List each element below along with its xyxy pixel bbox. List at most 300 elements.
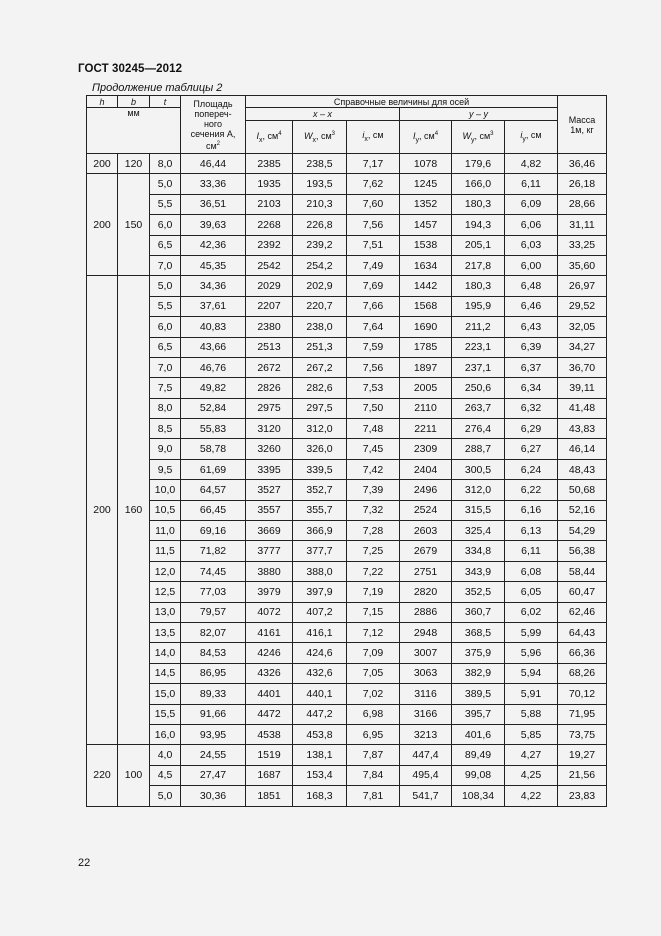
rx-cell: 7,45 bbox=[347, 439, 400, 459]
rx-cell: 7,02 bbox=[347, 684, 400, 704]
header-mass bbox=[558, 96, 607, 154]
table-row bbox=[87, 561, 607, 581]
mass-cell: 32,05 bbox=[558, 317, 607, 337]
wy-cell: 108,34 bbox=[452, 786, 505, 806]
area-cell: 49,82 bbox=[181, 378, 246, 398]
table-row bbox=[87, 276, 607, 296]
h-cell: 200 bbox=[87, 276, 118, 745]
rx-cell: 7,17 bbox=[347, 154, 400, 174]
header-area-line2: попереч- bbox=[194, 108, 232, 119]
wy-cell: 217,8 bbox=[452, 255, 505, 275]
iy-cell: 447,4 bbox=[400, 745, 452, 765]
table-row bbox=[87, 255, 607, 275]
wx-cell: 282,6 bbox=[293, 378, 347, 398]
ix-cell: 4072 bbox=[246, 602, 293, 622]
iy-cell: 1457 bbox=[400, 215, 452, 235]
wy-cell: 375,9 bbox=[452, 643, 505, 663]
ry-cell: 6,29 bbox=[505, 419, 558, 439]
wy-cell: 382,9 bbox=[452, 663, 505, 683]
iy-cell: 2886 bbox=[400, 602, 452, 622]
table-row bbox=[87, 643, 607, 663]
profile-table bbox=[86, 95, 607, 807]
iy-cell: 2211 bbox=[400, 419, 452, 439]
table-row bbox=[87, 235, 607, 255]
thickness-cell: 5,5 bbox=[150, 296, 181, 316]
area-cell: 74,45 bbox=[181, 561, 246, 581]
table-row bbox=[87, 378, 607, 398]
header-area-line1: Площадь bbox=[193, 98, 233, 109]
ix-cell: 2029 bbox=[246, 276, 293, 296]
rx-cell: 7,28 bbox=[347, 521, 400, 541]
ix-cell: 3557 bbox=[246, 500, 293, 520]
area-cell: 77,03 bbox=[181, 582, 246, 602]
mass-cell: 41,48 bbox=[558, 398, 607, 418]
ix-cell: 2513 bbox=[246, 337, 293, 357]
rx-cell: 7,15 bbox=[347, 602, 400, 622]
thickness-cell: 7,0 bbox=[150, 357, 181, 377]
mass-cell: 71,95 bbox=[558, 704, 607, 724]
wx-cell: 377,7 bbox=[293, 541, 347, 561]
table-row bbox=[87, 194, 607, 214]
wy-cell: 334,8 bbox=[452, 541, 505, 561]
wx-cell: 251,3 bbox=[293, 337, 347, 357]
header-area-unit: см bbox=[205, 140, 217, 151]
area-cell: 61,69 bbox=[181, 459, 246, 479]
wy-cell: 288,7 bbox=[452, 439, 505, 459]
thickness-cell: 13,0 bbox=[150, 602, 181, 622]
ry-cell: 4,82 bbox=[505, 154, 558, 174]
wy-cell: 237,1 bbox=[452, 357, 505, 377]
ry-cell: 6,11 bbox=[505, 541, 558, 561]
iy-cell: 1634 bbox=[400, 255, 452, 275]
ry-cell: 5,88 bbox=[505, 704, 558, 724]
wy-cell: 312,0 bbox=[452, 480, 505, 500]
wx-cell: 153,4 bbox=[293, 765, 347, 785]
thickness-cell: 6,5 bbox=[150, 235, 181, 255]
document-header: ГОСТ 30245—2012 bbox=[78, 63, 183, 75]
table-row bbox=[87, 480, 607, 500]
iy-cell: 2603 bbox=[400, 521, 452, 541]
wx-cell: 326,0 bbox=[293, 439, 347, 459]
ix-cell: 1687 bbox=[246, 765, 293, 785]
area-cell: 66,45 bbox=[181, 500, 246, 520]
area-cell: 58,78 bbox=[181, 439, 246, 459]
wy-cell: 99,08 bbox=[452, 765, 505, 785]
ix-cell: 4161 bbox=[246, 622, 293, 642]
area-cell: 89,33 bbox=[181, 684, 246, 704]
mass-cell: 73,75 bbox=[558, 724, 607, 744]
iy-cell: 2820 bbox=[400, 582, 452, 602]
table-row bbox=[87, 500, 607, 520]
ix-cell: 2207 bbox=[246, 296, 293, 316]
iy-cell: 1078 bbox=[400, 154, 452, 174]
header-b: b bbox=[118, 96, 150, 108]
iy-cell: 3213 bbox=[400, 724, 452, 744]
mass-cell: 26,97 bbox=[558, 276, 607, 296]
area-cell: 84,53 bbox=[181, 643, 246, 663]
area-cell: 46,44 bbox=[181, 154, 246, 174]
ix-cell: 2672 bbox=[246, 357, 293, 377]
area-cell: 39,63 bbox=[181, 215, 246, 235]
wx-cell: 424,6 bbox=[293, 643, 347, 663]
area-cell: 64,57 bbox=[181, 480, 246, 500]
thickness-cell: 10,0 bbox=[150, 480, 181, 500]
table-row bbox=[87, 419, 607, 439]
ix-cell: 3260 bbox=[246, 439, 293, 459]
wy-cell: 368,5 bbox=[452, 622, 505, 642]
iy-cell: 495,4 bbox=[400, 765, 452, 785]
thickness-cell: 5,5 bbox=[150, 194, 181, 214]
header-rx: $i_x$, см bbox=[347, 121, 400, 154]
page-number: 22 bbox=[78, 857, 91, 869]
mass-cell: 50,68 bbox=[558, 480, 607, 500]
ix-cell: 4246 bbox=[246, 643, 293, 663]
ry-cell: 4,22 bbox=[505, 786, 558, 806]
wy-cell: 300,5 bbox=[452, 459, 505, 479]
thickness-cell: 11,5 bbox=[150, 541, 181, 561]
mass-cell: 58,44 bbox=[558, 561, 607, 581]
area-cell: 86,95 bbox=[181, 663, 246, 683]
header-mass-line1: Масса bbox=[568, 114, 596, 125]
table-header bbox=[87, 96, 607, 154]
ry-cell: 6,00 bbox=[505, 255, 558, 275]
area-cell: 27,47 bbox=[181, 765, 246, 785]
ix-cell: 1519 bbox=[246, 745, 293, 765]
wx-cell: 267,2 bbox=[293, 357, 347, 377]
table-row bbox=[87, 174, 607, 194]
rx-cell: 7,51 bbox=[347, 235, 400, 255]
wx-cell: 210,3 bbox=[293, 194, 347, 214]
mass-cell: 66,36 bbox=[558, 643, 607, 663]
table-row bbox=[87, 663, 607, 683]
mass-cell: 28,66 bbox=[558, 194, 607, 214]
rx-cell: 7,09 bbox=[347, 643, 400, 663]
thickness-cell: 5,0 bbox=[150, 174, 181, 194]
thickness-cell: 6,0 bbox=[150, 317, 181, 337]
iy-cell: 1352 bbox=[400, 194, 452, 214]
thickness-cell: 15,0 bbox=[150, 684, 181, 704]
area-cell: 52,84 bbox=[181, 398, 246, 418]
iy-cell: 2679 bbox=[400, 541, 452, 561]
wx-cell: 397,9 bbox=[293, 582, 347, 602]
iy-cell: 1568 bbox=[400, 296, 452, 316]
area-cell: 79,57 bbox=[181, 602, 246, 622]
area-cell: 93,95 bbox=[181, 724, 246, 744]
ix-cell: 4472 bbox=[246, 704, 293, 724]
wy-cell: 205,1 bbox=[452, 235, 505, 255]
wx-cell: 453,8 bbox=[293, 724, 347, 744]
iy-cell: 1785 bbox=[400, 337, 452, 357]
table-row bbox=[87, 215, 607, 235]
wy-cell: 276,4 bbox=[452, 419, 505, 439]
wy-cell: 195,9 bbox=[452, 296, 505, 316]
iy-cell: 2751 bbox=[400, 561, 452, 581]
rx-cell: 7,62 bbox=[347, 174, 400, 194]
ix-cell: 4326 bbox=[246, 663, 293, 683]
ix-cell: 3120 bbox=[246, 419, 293, 439]
ix-cell: 2380 bbox=[246, 317, 293, 337]
mass-cell: 70,12 bbox=[558, 684, 607, 704]
mass-cell: 46,14 bbox=[558, 439, 607, 459]
mass-cell: 64,43 bbox=[558, 622, 607, 642]
thickness-cell: 10,5 bbox=[150, 500, 181, 520]
wy-cell: 223,1 bbox=[452, 337, 505, 357]
h-cell: 220 bbox=[87, 745, 118, 806]
area-cell: 43,66 bbox=[181, 337, 246, 357]
ry-cell: 6,46 bbox=[505, 296, 558, 316]
wx-cell: 238,0 bbox=[293, 317, 347, 337]
wy-cell: 315,5 bbox=[452, 500, 505, 520]
ry-cell: 5,96 bbox=[505, 643, 558, 663]
iy-cell: 2110 bbox=[400, 398, 452, 418]
mass-cell: 39,11 bbox=[558, 378, 607, 398]
iy-cell: 1690 bbox=[400, 317, 452, 337]
rx-cell: 6,98 bbox=[347, 704, 400, 724]
table-row bbox=[87, 684, 607, 704]
rx-cell: 7,87 bbox=[347, 745, 400, 765]
mass-cell: 52,16 bbox=[558, 500, 607, 520]
iy-cell: 1245 bbox=[400, 174, 452, 194]
ix-cell: 2975 bbox=[246, 398, 293, 418]
ry-cell: 6,06 bbox=[505, 215, 558, 235]
table-row bbox=[87, 541, 607, 561]
wx-cell: 220,7 bbox=[293, 296, 347, 316]
thickness-cell: 4,0 bbox=[150, 745, 181, 765]
iy-cell: 2524 bbox=[400, 500, 452, 520]
thickness-cell: 7,0 bbox=[150, 255, 181, 275]
ix-cell: 2392 bbox=[246, 235, 293, 255]
area-cell: 82,07 bbox=[181, 622, 246, 642]
wx-cell: 239,2 bbox=[293, 235, 347, 255]
wy-cell: 343,9 bbox=[452, 561, 505, 581]
h-cell: 200 bbox=[87, 174, 118, 276]
mass-cell: 43,83 bbox=[558, 419, 607, 439]
ix-cell: 3669 bbox=[246, 521, 293, 541]
wx-cell: 388,0 bbox=[293, 561, 347, 581]
iy-cell: 2005 bbox=[400, 378, 452, 398]
table-row bbox=[87, 622, 607, 642]
ry-cell: 6,48 bbox=[505, 276, 558, 296]
header-area-line3: ного bbox=[203, 118, 223, 129]
rx-cell: 7,25 bbox=[347, 541, 400, 561]
rx-cell: 7,19 bbox=[347, 582, 400, 602]
ry-cell: 6,13 bbox=[505, 521, 558, 541]
table-row bbox=[87, 582, 607, 602]
ix-cell: 2103 bbox=[246, 194, 293, 214]
ix-cell: 2385 bbox=[246, 154, 293, 174]
area-cell: 45,35 bbox=[181, 255, 246, 275]
thickness-cell: 16,0 bbox=[150, 724, 181, 744]
thickness-cell: 9,0 bbox=[150, 439, 181, 459]
ry-cell: 4,25 bbox=[505, 765, 558, 785]
thickness-cell: 5,0 bbox=[150, 786, 181, 806]
rx-cell: 7,84 bbox=[347, 765, 400, 785]
mass-cell: 31,11 bbox=[558, 215, 607, 235]
header-ry: $i_y$, см bbox=[505, 121, 558, 154]
thickness-cell: 14,0 bbox=[150, 643, 181, 663]
table-row bbox=[87, 724, 607, 744]
ix-cell: 3979 bbox=[246, 582, 293, 602]
rx-cell: 7,66 bbox=[347, 296, 400, 316]
ry-cell: 6,22 bbox=[505, 480, 558, 500]
header-mass-line2: 1м, кг bbox=[570, 124, 594, 135]
rx-cell: 7,32 bbox=[347, 500, 400, 520]
table-row bbox=[87, 357, 607, 377]
header-area: Площадь попереч- ного сечения A, $см^2$ bbox=[181, 96, 246, 154]
rx-cell: 7,56 bbox=[347, 357, 400, 377]
wx-cell: 407,2 bbox=[293, 602, 347, 622]
area-cell: 71,82 bbox=[181, 541, 246, 561]
rx-cell: 7,22 bbox=[347, 561, 400, 581]
ry-cell: 6,37 bbox=[505, 357, 558, 377]
table-row bbox=[87, 296, 607, 316]
iy-cell: 2309 bbox=[400, 439, 452, 459]
wy-cell: 180,3 bbox=[452, 194, 505, 214]
table-row bbox=[87, 765, 607, 785]
ix-cell: 2268 bbox=[246, 215, 293, 235]
wy-cell: 352,5 bbox=[452, 582, 505, 602]
ix-cell: 3395 bbox=[246, 459, 293, 479]
mass-cell: 29,52 bbox=[558, 296, 607, 316]
mass-cell: 68,26 bbox=[558, 663, 607, 683]
rx-cell: 7,39 bbox=[347, 480, 400, 500]
wx-cell: 440,1 bbox=[293, 684, 347, 704]
table-row bbox=[87, 602, 607, 622]
mass-cell: 26,18 bbox=[558, 174, 607, 194]
table-row bbox=[87, 521, 607, 541]
thickness-cell: 8,5 bbox=[150, 419, 181, 439]
rx-cell: 7,53 bbox=[347, 378, 400, 398]
thickness-cell: 4,5 bbox=[150, 765, 181, 785]
wy-cell: 360,7 bbox=[452, 602, 505, 622]
table-row bbox=[87, 154, 607, 174]
mass-cell: 23,83 bbox=[558, 786, 607, 806]
table-body bbox=[87, 154, 607, 807]
table-row bbox=[87, 398, 607, 418]
thickness-cell: 15,5 bbox=[150, 704, 181, 724]
iy-cell: 3063 bbox=[400, 663, 452, 683]
wx-cell: 202,9 bbox=[293, 276, 347, 296]
h-cell: 200 bbox=[87, 154, 118, 174]
thickness-cell: 6,0 bbox=[150, 215, 181, 235]
header-axis-y: y – y bbox=[400, 108, 558, 121]
thickness-cell: 9,5 bbox=[150, 459, 181, 479]
wy-cell: 166,0 bbox=[452, 174, 505, 194]
header-ix: $I_x$, $см^4$ bbox=[246, 121, 293, 154]
iy-cell: 1442 bbox=[400, 276, 452, 296]
rx-cell: 7,12 bbox=[347, 622, 400, 642]
ry-cell: 6,05 bbox=[505, 582, 558, 602]
ix-cell: 3880 bbox=[246, 561, 293, 581]
wx-cell: 168,3 bbox=[293, 786, 347, 806]
thickness-cell: 14,5 bbox=[150, 663, 181, 683]
ry-cell: 5,91 bbox=[505, 684, 558, 704]
ix-cell: 1935 bbox=[246, 174, 293, 194]
ix-cell: 4538 bbox=[246, 724, 293, 744]
header-axis-x: x – x bbox=[246, 108, 400, 121]
area-cell: 30,36 bbox=[181, 786, 246, 806]
mass-cell: 36,70 bbox=[558, 357, 607, 377]
ry-cell: 5,94 bbox=[505, 663, 558, 683]
rx-cell: 7,49 bbox=[347, 255, 400, 275]
b-cell: 120 bbox=[118, 154, 150, 174]
rx-cell: 7,56 bbox=[347, 215, 400, 235]
wy-cell: 194,3 bbox=[452, 215, 505, 235]
b-cell: 160 bbox=[118, 276, 150, 745]
iy-cell: 2496 bbox=[400, 480, 452, 500]
rx-cell: 7,60 bbox=[347, 194, 400, 214]
area-cell: 34,36 bbox=[181, 276, 246, 296]
wx-cell: 432,6 bbox=[293, 663, 347, 683]
wy-cell: 250,6 bbox=[452, 378, 505, 398]
wx-cell: 226,8 bbox=[293, 215, 347, 235]
wx-cell: 355,7 bbox=[293, 500, 347, 520]
header-wx: $W_x$, $см^3$ bbox=[293, 121, 347, 154]
ry-cell: 6,24 bbox=[505, 459, 558, 479]
mass-cell: 33,25 bbox=[558, 235, 607, 255]
mass-cell: 21,56 bbox=[558, 765, 607, 785]
rx-cell: 7,59 bbox=[347, 337, 400, 357]
ry-cell: 6,11 bbox=[505, 174, 558, 194]
ry-cell: 5,99 bbox=[505, 622, 558, 642]
wx-cell: 254,2 bbox=[293, 255, 347, 275]
thickness-cell: 6,5 bbox=[150, 337, 181, 357]
header-t: t bbox=[150, 96, 181, 108]
rx-cell: 7,48 bbox=[347, 419, 400, 439]
mass-cell: 54,29 bbox=[558, 521, 607, 541]
ix-cell: 2826 bbox=[246, 378, 293, 398]
iy-cell: 2404 bbox=[400, 459, 452, 479]
ry-cell: 6,16 bbox=[505, 500, 558, 520]
area-cell: 37,61 bbox=[181, 296, 246, 316]
mass-cell: 35,60 bbox=[558, 255, 607, 275]
ry-cell: 6,39 bbox=[505, 337, 558, 357]
rx-cell: 7,42 bbox=[347, 459, 400, 479]
table-row bbox=[87, 317, 607, 337]
ix-cell: 1851 bbox=[246, 786, 293, 806]
table-continuation-caption: Продолжение таблицы 2 bbox=[92, 82, 223, 94]
rx-cell: 7,64 bbox=[347, 317, 400, 337]
wy-cell: 180,3 bbox=[452, 276, 505, 296]
area-cell: 91,66 bbox=[181, 704, 246, 724]
rx-cell: 7,81 bbox=[347, 786, 400, 806]
area-cell: 69,16 bbox=[181, 521, 246, 541]
ry-cell: 4,27 bbox=[505, 745, 558, 765]
table-row bbox=[87, 786, 607, 806]
iy-cell: 3007 bbox=[400, 643, 452, 663]
header-wy: $W_y$, $см^3$ bbox=[452, 121, 505, 154]
area-cell: 24,55 bbox=[181, 745, 246, 765]
thickness-cell: 8,0 bbox=[150, 398, 181, 418]
rx-cell: 6,95 bbox=[347, 724, 400, 744]
ry-cell: 6,34 bbox=[505, 378, 558, 398]
thickness-cell: 7,5 bbox=[150, 378, 181, 398]
header-h: h bbox=[87, 96, 118, 108]
wx-cell: 416,1 bbox=[293, 622, 347, 642]
iy-cell: 3116 bbox=[400, 684, 452, 704]
mass-cell: 56,38 bbox=[558, 541, 607, 561]
wx-cell: 339,5 bbox=[293, 459, 347, 479]
ry-cell: 6,02 bbox=[505, 602, 558, 622]
area-cell: 36,51 bbox=[181, 194, 246, 214]
ry-cell: 6,27 bbox=[505, 439, 558, 459]
ry-cell: 6,32 bbox=[505, 398, 558, 418]
iy-cell: 1538 bbox=[400, 235, 452, 255]
wx-cell: 312,0 bbox=[293, 419, 347, 439]
wx-cell: 366,9 bbox=[293, 521, 347, 541]
iy-cell: 541,7 bbox=[400, 786, 452, 806]
wx-cell: 352,7 bbox=[293, 480, 347, 500]
